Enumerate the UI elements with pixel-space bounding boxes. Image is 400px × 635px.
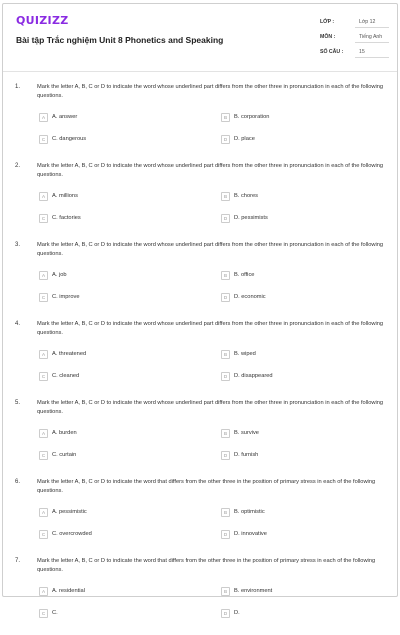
question-item [3, 398, 397, 477]
option-text: C. cleaned [52, 373, 80, 379]
option-letter-box: C [39, 451, 48, 460]
option-text: C. overcrowded [52, 531, 92, 537]
option-text: B. wiped [234, 351, 256, 357]
question-number: 1. [15, 84, 21, 90]
option-letter-box: C [39, 609, 48, 618]
option-letter-box: A [39, 587, 48, 596]
option-text: D. disappeared [234, 373, 273, 379]
option-letter-box: D [221, 135, 230, 144]
question-text: Mark the letter A, B, C or D to indicate the word that differs from the other three in the position of primary stress in each of the following questions. [37, 558, 376, 573]
option-text: A. burden [52, 430, 77, 436]
meta-label: SỐ CÂU : [320, 49, 344, 55]
question-item [3, 319, 397, 398]
option-letter-box: B [221, 113, 230, 122]
meta-row-class [320, 17, 390, 32]
meta-value: Tiếng Anh [355, 33, 389, 43]
option-letter-box: D [221, 372, 230, 381]
option-text: A. pessimistic [52, 509, 87, 515]
option-text: A. residential [52, 588, 85, 594]
option-letter-box: C [39, 293, 48, 302]
meta-row-subject [320, 32, 390, 47]
quizizz-logo: QUIZIZZ [16, 14, 69, 27]
question-text: Mark the letter A, B, C or D to indicate the word whose underlined part differs from the other three in pronunciation in each of the following questions. [37, 321, 384, 336]
question-number: 7. [15, 558, 21, 564]
question-number: 4. [15, 321, 21, 327]
option-letter-box: A [39, 508, 48, 517]
question-text: Mark the letter A, B, C or D to indicate the word that differs from the other three in the position of primary stress in each of the following questions. [37, 479, 376, 494]
option-letter-box: D [221, 609, 230, 618]
option-text: D. furnish [234, 452, 259, 458]
option-letter-box: B [221, 508, 230, 517]
option-text: A. threatened [52, 351, 87, 357]
option-text: C. dangerous [52, 136, 87, 142]
option-letter-box: B [221, 350, 230, 359]
question-text: Mark the letter A, B, C or D to indicate the word whose underlined part differs from the other three in pronunciation in each of the following questions. [37, 400, 384, 415]
option-text: B. corporation [234, 114, 270, 120]
header-divider [3, 71, 397, 72]
option-text: B. chores [234, 193, 259, 199]
question-number: 5. [15, 400, 21, 406]
option-letter-box: A [39, 429, 48, 438]
question-item [3, 556, 397, 635]
question-text: Mark the letter A, B, C or D to indicate the word whose underlined part differs from the other three in pronunciation in each of the following questions. [37, 163, 384, 178]
worksheet-meta [320, 17, 390, 62]
option-text: D. pessimists [234, 215, 268, 221]
option-text: A. millions [52, 193, 78, 199]
option-letter-box: C [39, 372, 48, 381]
worksheet-title: Bài tập Trắc nghiệm Unit 8 Phonetics and Speaking [16, 35, 224, 45]
question-item [3, 82, 397, 161]
option-text: A. answer [52, 114, 78, 120]
question-list [3, 82, 397, 635]
question-number: 3. [15, 242, 21, 248]
meta-label: LỚP : [320, 19, 335, 25]
meta-label: MÔN : [320, 34, 336, 40]
option-text: B. environment [234, 588, 273, 594]
option-letter-box: A [39, 113, 48, 122]
option-text: B. survive [234, 430, 259, 436]
option-letter-box: B [221, 192, 230, 201]
option-letter-box: D [221, 530, 230, 539]
option-letter-box: C [39, 135, 48, 144]
question-item [3, 477, 397, 556]
question-number: 2. [15, 163, 21, 169]
option-text: A. job [52, 272, 67, 278]
option-text: B. office [234, 272, 255, 278]
option-text: D. innovative [234, 531, 267, 537]
option-letter-box: A [39, 271, 48, 280]
worksheet-page [2, 3, 398, 616]
option-text: C. [52, 610, 58, 616]
option-text: B. optimistic [234, 509, 265, 515]
question-item [3, 240, 397, 319]
option-letter-box: D [221, 451, 230, 460]
meta-value: 15 [355, 48, 389, 58]
option-letter-box: D [221, 293, 230, 302]
option-letter-box: B [221, 429, 230, 438]
meta-row-question-count [320, 47, 390, 62]
option-letter-box: C [39, 530, 48, 539]
option-text: C. curtain [52, 452, 77, 458]
worksheet-header [3, 4, 397, 66]
option-letter-box: A [39, 192, 48, 201]
question-text: Mark the letter A, B, C or D to indicate the word whose underlined part differs from the other three in pronunciation in each of the following questions. [37, 242, 384, 257]
option-text: C. factories [52, 215, 81, 221]
question-text: Mark the letter A, B, C or D to indicate the word whose underlined part differs from the other three in pronunciation in each of the following questions. [37, 84, 384, 99]
option-text: C. improve [52, 294, 80, 300]
option-text: D. place [234, 136, 255, 142]
question-item [3, 161, 397, 240]
option-letter-box: D [221, 214, 230, 223]
option-letter-box: B [221, 587, 230, 596]
option-letter-box: C [39, 214, 48, 223]
option-text: D. [234, 610, 240, 616]
option-text: D. economic [234, 294, 266, 300]
meta-value: Lớp 12 [355, 18, 389, 28]
option-letter-box: A [39, 350, 48, 359]
option-letter-box: B [221, 271, 230, 280]
question-number: 6. [15, 479, 21, 485]
